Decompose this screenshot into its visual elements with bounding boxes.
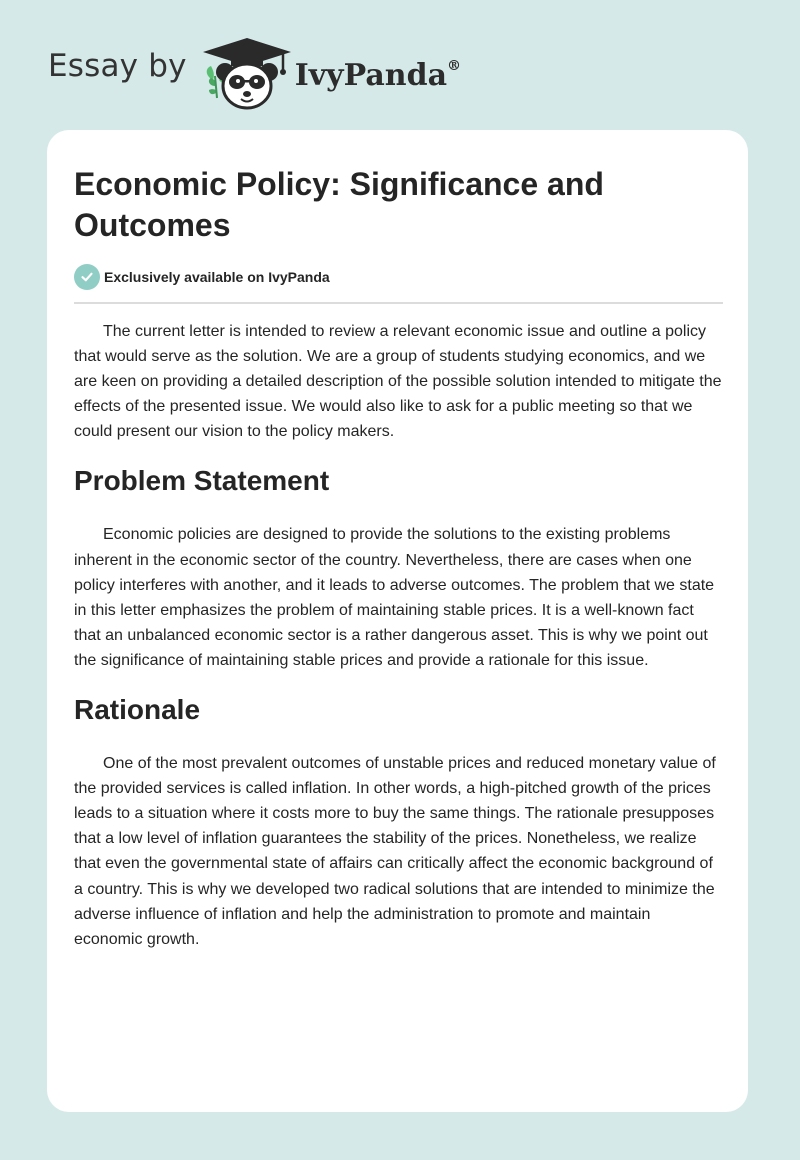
section-body-rationale: One of the most prevalent outcomes of unstable prices and reduced monetary value of the provided services is called inflation. In other words, a high-pitched growth of the prices leads to a situation where it costs more to buy the same things. The rationale presupposes that a low level of inflation guarantees the stability of the prices. Nonetheless, we realize that even the governmental state of affairs can critically affect the economic background of a country. This is why we developed two radical solutions that are intended to minimize the adverse influence of inflation and help the administration to promote and maintain economic growth. [74, 755, 716, 948]
section-heading-problem-statement: Problem Statement [74, 465, 330, 497]
intro-paragraph: The current letter is intended to review a relevant economic issue and outline a policy that would serve as the solution. We are a group of students studying economics, and we are keen on providing a detailed description of the possible solution intended to mitigate the effects of the presented issue. We would also like to ask for a public meeting so that we could present our vision to the policy makers. [74, 323, 722, 441]
essay-by-label: Essay by [48, 48, 187, 84]
panda-logo-icon[interactable] [201, 36, 293, 112]
divider [74, 302, 723, 304]
exclusive-label: Exclusively available on IvyPanda [104, 269, 330, 285]
essay-card [47, 130, 748, 1112]
check-circle-icon [74, 264, 100, 290]
exclusive-badge [74, 264, 723, 290]
section-body-problem-statement: Economic policies are designed to provide the solutions to the existing problems inherent in the economic sector of the country. Nevertheless, there are cases when one policy interferes with another, and it leads to adverse outcomes. The problem that we state in this letter emphasizes the problem of maintaining stable prices. It is a well-known fact that an unbalanced economic sector is a rather dangerous asset. This is why we point out the significance of maintaining stable prices and provide a rationale for this issue. [74, 526, 715, 669]
essay-content [74, 164, 723, 952]
brand-name[interactable]: IvyPanda® [294, 57, 462, 93]
site-header [48, 34, 461, 114]
registered-mark: ® [447, 57, 462, 74]
page-title: Economic Policy: Significance and Outcomes [74, 166, 604, 243]
section-heading-rationale: Rationale [74, 694, 201, 726]
